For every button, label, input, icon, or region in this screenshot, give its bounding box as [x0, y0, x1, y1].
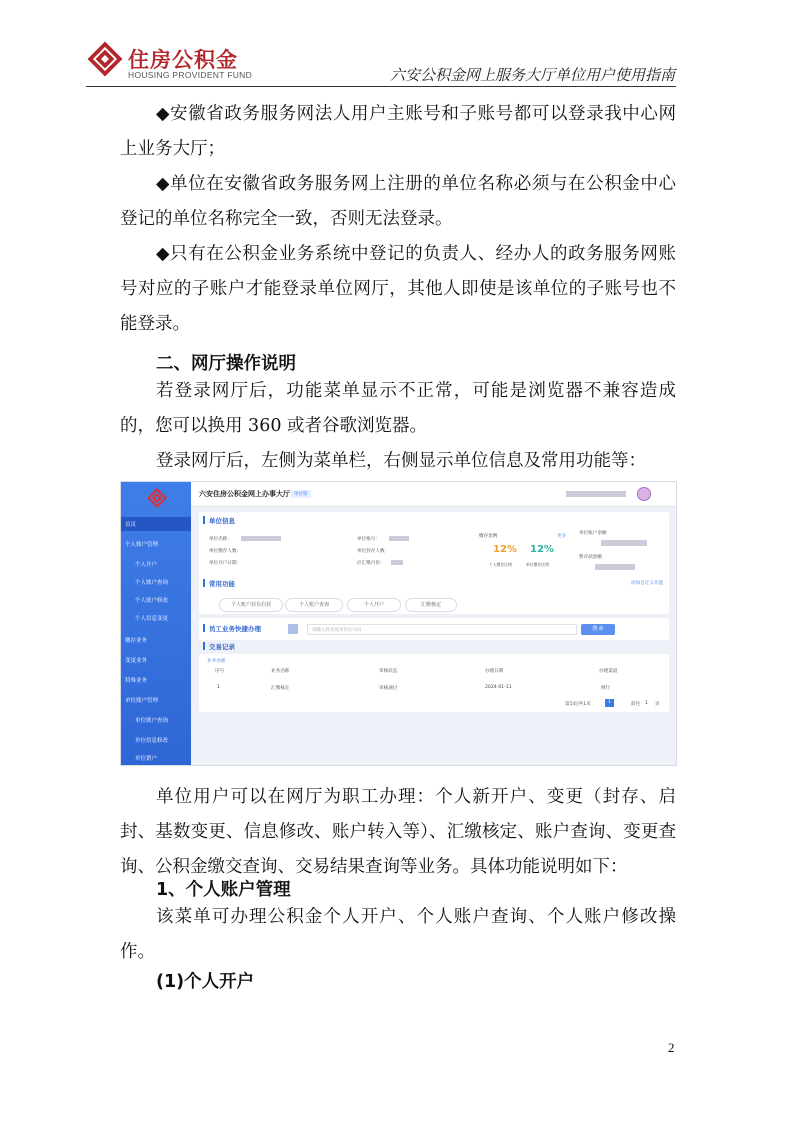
field-sealed-count: 单位封存人数： — [357, 549, 390, 554]
screenshot-topbar — [191, 482, 676, 507]
trade-records-title: 交易记录 — [209, 643, 235, 651]
btn-remit-approve[interactable]: 汇缴核定 — [405, 598, 457, 612]
section-bar — [203, 624, 205, 632]
personal-account-paragraph: 该菜单可办理公积金个人开户、个人账户查询、个人账户修改操作。 — [120, 907, 676, 962]
rate-more-link[interactable]: 更多 — [557, 534, 567, 539]
housing-fund-logo-icon — [86, 40, 124, 78]
unit-name-blurred — [241, 536, 281, 541]
id-card-icon — [288, 624, 298, 634]
menu-personal-account[interactable]: 个人账户管理 — [125, 542, 159, 548]
menu-personal-query[interactable]: 个人账户查询 — [135, 580, 169, 586]
btn-account-query[interactable]: 个人账户查询 — [285, 598, 343, 612]
menu-personal-open[interactable]: 个人开户 — [135, 562, 158, 568]
section-heading: 二、网厅操作说明 — [156, 354, 296, 374]
personal-rate-label: 个人缴存比例 — [489, 562, 512, 567]
col-channel: 办理渠道 — [599, 669, 618, 674]
col-seq: 序号 — [215, 669, 225, 674]
menu-unit-account[interactable]: 单位账户管理 — [125, 698, 159, 704]
section-bar — [203, 516, 205, 524]
trade-records-card — [199, 654, 669, 712]
tmp-balance-label: 暂存款余额 — [579, 555, 602, 560]
balance-blurred — [601, 540, 647, 546]
table-row-seq: 1 — [217, 685, 220, 690]
pager-current-page[interactable]: 1 — [605, 699, 614, 707]
personal-rate: 12% — [493, 544, 517, 555]
menu-unit-close[interactable]: 单位销户 — [135, 756, 158, 762]
unit-account-blurred — [389, 536, 409, 541]
field-unit-name: 单位名称： — [209, 537, 232, 542]
balance-label: 单位账户余额 — [579, 531, 607, 536]
screenshot-tag: 单位版 — [291, 490, 311, 498]
functions-paragraph: 单位用户可以在网厅为职工办理：个人新开户、变更（封存、启封、基数变更、信息修改、账户转入等）、汇缴核定、账户查询、变更查询、公积金缴交查询、交易结果查询等业务。具体功能说明如下： — [120, 787, 676, 877]
menu-personal-info-change[interactable]: 个人信息变更 — [135, 616, 169, 622]
bullet-3: ◆只有在公积金业务系统中登记的负责人、经办人的政务服务网账号对应的子账户才能登录单位网厅，其他人即使是该单位的子账号也不能登录。 — [120, 244, 676, 334]
web-hall-screenshot — [120, 481, 677, 766]
due-month-blurred — [391, 560, 403, 565]
table-row-channel: 网厅 — [601, 686, 611, 691]
menu-home[interactable]: 首页 — [125, 522, 137, 528]
page-number: 2 — [668, 1040, 675, 1055]
pager-goto-input[interactable]: 1 — [645, 701, 648, 706]
menu-special[interactable]: 特殊业务 — [125, 678, 148, 684]
field-deposit-count: 单位缴存人数： — [209, 549, 242, 554]
header-rule — [86, 86, 676, 87]
screenshot-title: 六安住房公积金网上办事大厅 — [199, 490, 290, 498]
table-row-biz: 汇缴核定 — [271, 686, 290, 691]
section2-para2: 登录网厅后，左侧为菜单栏，右侧显示单位信息及常用功能等： — [156, 451, 646, 471]
user-name-blurred — [566, 491, 626, 497]
section2-para1: 若登录网厅后，功能菜单显示不正常，可能是浏览器不兼容造成的，您可以换用 360 或者谷歌浏览器。 — [120, 381, 676, 436]
pager-goto: 前往 — [631, 702, 641, 707]
unit-rate-label: 单位缴存比例 — [526, 562, 549, 567]
bullet-1: ◆安徽省政务服务网法人用户主账号和子账号都可以登录我中心网上业务大厅； — [120, 104, 676, 159]
sidebar-logo-icon — [147, 488, 167, 508]
logo-english-text: HOUSING PROVIDENT FUND — [128, 70, 253, 80]
search-button[interactable]: 搜 索 — [581, 624, 615, 635]
btn-open-account[interactable]: 个人开户 — [347, 598, 401, 612]
custom-function-link[interactable]: 添加自定义功能 — [631, 581, 664, 586]
col-biz-name: 业务名称 — [271, 669, 290, 674]
unit-rate: 12% — [530, 544, 554, 555]
rate-label: 缴存比例 — [479, 534, 498, 539]
menu-personal-modify[interactable]: 个人账户修改 — [135, 598, 169, 604]
subheading-personal-open: (1)个人开户 — [156, 972, 255, 992]
subheading-personal-account: 1、个人账户管理 — [156, 880, 291, 900]
btn-seal-unseal[interactable]: 个人账户封存启封 — [219, 598, 283, 612]
bullet-2: ◆单位在安徽省政务服务网上注册的单位名称必须与在公积金中心登记的单位名称完全一致，否则无法登录。 — [120, 174, 676, 229]
col-status: 审核状态 — [379, 669, 398, 674]
menu-deposit[interactable]: 缴存业务 — [125, 638, 148, 644]
quick-handle-title: 员工业务快捷办理 — [209, 625, 261, 633]
pager-unit: 页 — [655, 702, 660, 707]
menu-unit-query[interactable]: 单位账户查询 — [135, 718, 169, 724]
menu-unit-modify[interactable]: 单位信息修改 — [135, 738, 169, 744]
tmp-balance-blurred — [595, 564, 635, 570]
employee-search-input[interactable]: 请输入姓名或身份证号码 — [307, 624, 577, 635]
table-row-date: 2024-01-11 — [485, 685, 512, 690]
common-functions-title: 常用功能 — [209, 580, 235, 588]
screenshot-sidebar — [121, 482, 191, 765]
section-bar — [203, 579, 205, 587]
section-bar — [203, 642, 205, 650]
unit-info-title: 单位信息 — [209, 517, 235, 525]
field-unit-account: 单位账号： — [357, 537, 380, 542]
field-open-date: 单位开户日期： — [209, 561, 242, 566]
pager-info: 第1页/共1页 — [565, 702, 591, 707]
trade-tab[interactable]: 业务办理 — [207, 659, 226, 664]
avatar[interactable] — [637, 487, 651, 501]
logo-chinese-text: 住房公积金 — [128, 48, 238, 72]
menu-change[interactable]: 变更业务 — [125, 658, 148, 664]
col-date: 办理日期 — [485, 669, 504, 674]
guide-title: 六安公积金网上服务大厅单位用户使用指南 — [389, 66, 675, 84]
field-due-month: 应汇缴月份： — [357, 561, 385, 566]
table-row-status: 审核通过 — [379, 686, 398, 691]
